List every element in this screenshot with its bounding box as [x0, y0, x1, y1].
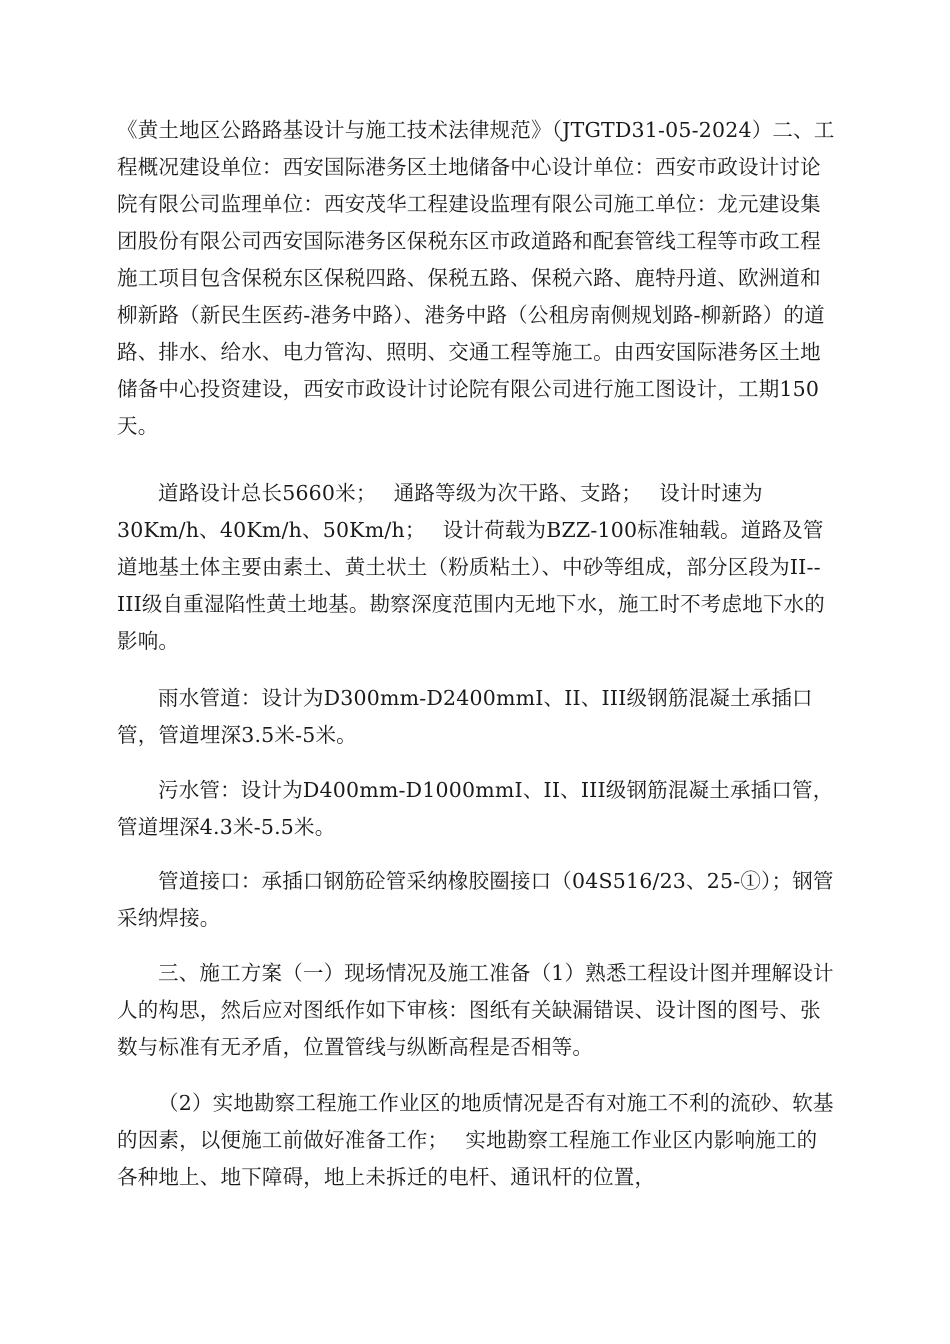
- paragraph-site-survey: （2）实地勘察工程施工作业区的地质情况是否有对施工不利的流砂、软基的因素，以便施工前做好准备工作； 实地勘察工程施工作业区内影响施工的各种地上、地下障碍，地上未拆迁的电杆、通讯杆的位置，: [117, 1091, 834, 1189]
- paragraph-construction-plan: 三、施工方案（一）现场情况及施工准备（1）熟悉工程设计图并理解设计人的构思，然后应对图纸作如下审核：图纸有关缺漏错误、设计图的图号、张数与标准有无矛盾，位置管线与纵断高程是否相等。: [117, 961, 834, 1059]
- paragraph-road-design: 道路设计总长5660米； 通路等级为次干路、支路； 设计时速为30Km/h、40Km/h、50Km/h； 设计荷载为BZZ-100标准轴载。道路及管道地基土体主要由素土、黄土状土（粉质粘土）、中砂等组成，部分区段为II--III级自重湿陷性黄土地基。勘察深度范围内无地下水，施工时不考虑地下水的影响。: [117, 481, 825, 653]
- paragraph-overview: 《黄土地区公路路基设计与施工技术法律规范》（JTGTD31-05-2024）二、工程概况建设单位：西安国际港务区土地储备中心设计单位：西安市政设计讨论院有限公司监理单位：西安茂华工程建设监理有限公司施工单位：龙元建设集团股份有限公司西安国际港务区保税东区市政道路和配套管线工程等市政工程施工项目包含保税东区保税四路、保税五路、保税六路、鹿特丹道、欧洲道和柳新路（新民生医药-港务中路）、港务中路（公租房南侧规划路-柳新路）的道路、排水、给水、电力管沟、照明、交通工程等施工。由西安国际港务区土地储备中心投资建设，西安市政设计讨论院有限公司进行施工图设计，工期150天。: [117, 118, 835, 438]
- paragraph-sewage-pipe: 污水管：设计为D400mm-D1000mmI、II、III级钢筋混凝土承插口管，管道埋深4.3米-5.5米。: [117, 778, 834, 839]
- paragraph-rainwater-pipe: 雨水管道：设计为D300mm-D2400mmI、II、III级钢筋混凝土承插口管，管道埋深3.5米-5米。: [117, 686, 813, 747]
- paragraph-pipe-joint: 管道接口：承插口钢筋砼管采纳橡胶圈接口（04S516/23、25-①）；钢管采纳焊接。: [117, 869, 834, 930]
